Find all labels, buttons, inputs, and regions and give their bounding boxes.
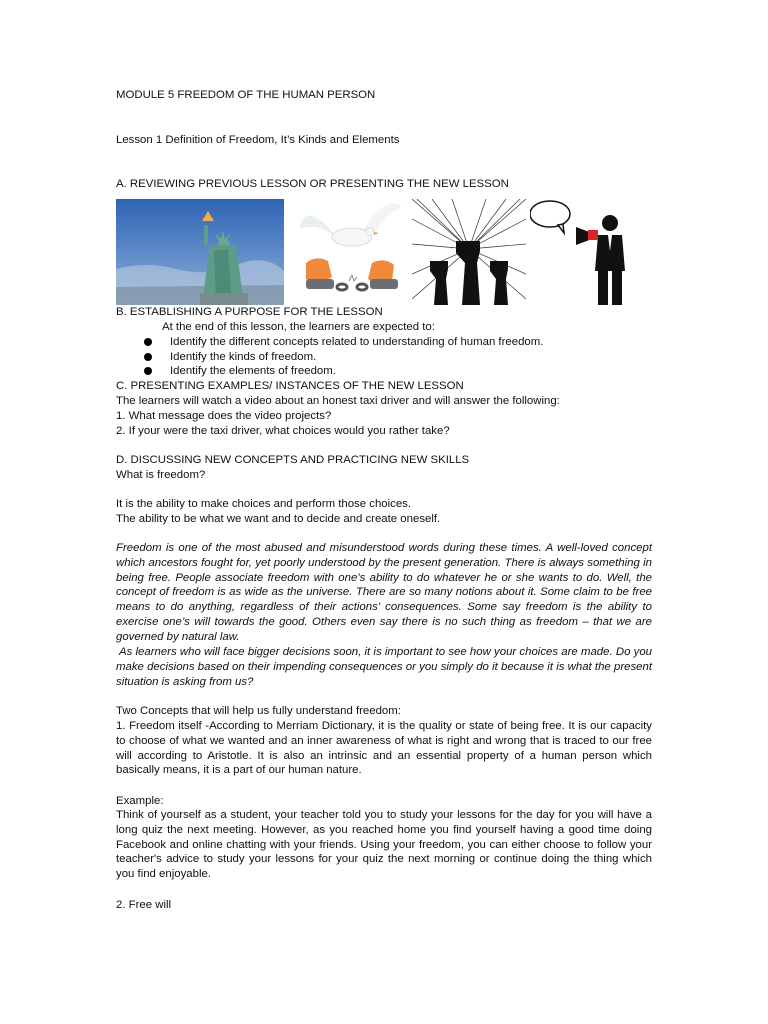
- learners-paragraph: As learners who will face bigger decisions soon, it is important to see how your choices are made. Do you make decisions based on their impending consequences or you simply do it because it is what the present situation is asking from us?: [116, 646, 652, 688]
- concept-2-heading: 2. Free will: [116, 899, 172, 911]
- section-a-heading: A. REVIEWING PREVIOUS LESSON OR PRESENTING THE NEW LESSON: [116, 178, 509, 190]
- freedom-paragraph: Freedom is one of the most abused and misunderstood words during these times. A well-loved concept which ancestors fought for, yet poorly understood by the present generation. There is always something in being free. People associate freedom with one’s ability to do whatever he or she wants to do. Well, the concept of freedom is as wide as the universe. There are so many notions about it. Some claim to be free means to do anything, regardless of their actions’ consequences. Some say freedom is the ability to exercise one’s will towards the good. Others even say there is no such thing as freedom – that we are governed by natural law.: [116, 542, 652, 643]
- lesson-title: Lesson 1 Definition of Freedom, It’s Kinds and Elements: [116, 134, 400, 146]
- objectives-list: [140, 335, 543, 379]
- section-c-question-2: 2. If your were the taxi driver, what choices would you rather take?: [116, 425, 450, 437]
- definition-1: It is the ability to make choices and perform those choices.: [116, 498, 412, 510]
- concept-1-paragraph: 1. Freedom itself -According to Merriam Dictionary, it is the quality or state of being free. It is our capacity to choose of what we wanted and an inner awareness of what is right and wrong that is traced to our free will according to Aristotle. It is also an intrinsic and an essential property of a human person which basically means, it is a part of our human nature.: [116, 720, 652, 777]
- example-label: Example:: [116, 795, 164, 807]
- list-item: Identify the elements of freedom.: [140, 364, 543, 379]
- megaphone-speaker-image: [530, 199, 636, 305]
- freedom-question: What is freedom?: [116, 469, 206, 481]
- section-d-heading: D. DISCUSSING NEW CONCEPTS AND PRACTICING NEW SKILLS: [116, 454, 470, 466]
- dove-broken-chains-image: [292, 199, 414, 305]
- lesson-images: [116, 199, 656, 305]
- example-paragraph: Think of yourself as a student, your teacher told you to study your lessons for the day for you will have a long quiz the next meeting. However, as you reached home you find yourself having a good time doing Facebook and online chatting with your friends. Using your freedom, you can either choose to follow your teacher's advice to study your lessons for your quiz the next morning or continue doing the thing which you find enjoyable.: [116, 809, 652, 881]
- statue-of-liberty-image: [116, 199, 284, 305]
- two-concepts-heading: Two Concepts that will help us fully understand freedom:: [116, 705, 401, 717]
- section-b-intro: At the end of this lesson, the learners are expected to:: [162, 321, 435, 333]
- section-c-intro: The learners will watch a video about an honest taxi driver and will answer the following:: [116, 395, 560, 407]
- section-c-question-1: 1. What message does the video projects?: [116, 410, 332, 422]
- definition-2: The ability to be what we want and to decide and create oneself.: [116, 513, 441, 525]
- bullet-icon: [144, 338, 152, 346]
- list-item: Identify the kinds of freedom.: [140, 350, 543, 365]
- section-c-heading: C. PRESENTING EXAMPLES/ INSTANCES OF THE NEW LESSON: [116, 380, 464, 392]
- list-item: Identify the different concepts related to understanding of human freedom.: [140, 335, 543, 350]
- bullet-icon: [144, 367, 152, 375]
- module-title: MODULE 5 FREEDOM OF THE HUMAN PERSON: [116, 89, 376, 101]
- raised-fists-image: [412, 199, 526, 305]
- section-b-heading: B. ESTABLISHING A PURPOSE FOR THE LESSON: [116, 306, 383, 318]
- bullet-icon: [144, 353, 152, 361]
